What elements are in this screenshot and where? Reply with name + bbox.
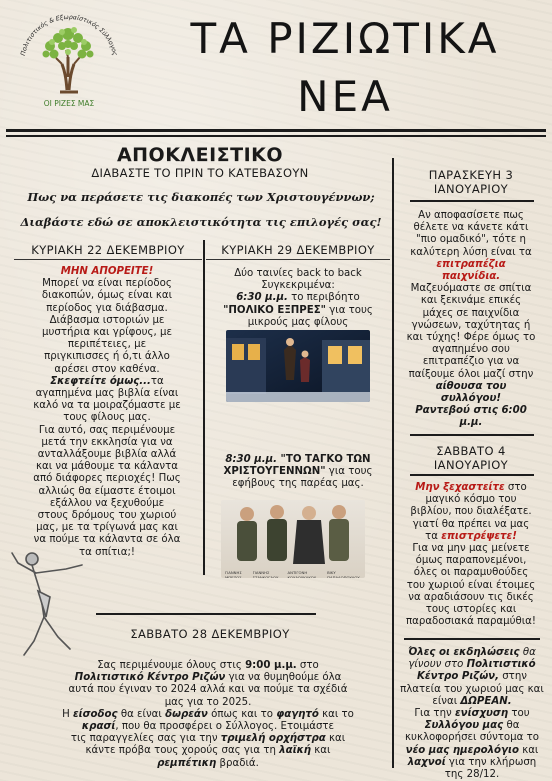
col3-emphasis: ΔΩΡΕΑΝ. [460,695,512,707]
col3a-date-line: ΠΑΡΑΣΚΕΥΗ 3 [428,168,514,182]
col1-line: και να μάθουμε τα κάλαντα [36,461,178,473]
bottom-emphasis: λαϊκή [279,745,312,757]
col3-line [396,696,548,708]
col3-line [396,708,548,720]
tagline-2: Διαβάστε εδώ σε αποκλειστικότητα τις επιλογές σας! [20,215,382,229]
bottom-text: τις παραγγελίες σας για την [70,733,221,745]
col3-emphasis: αίθουσα του [435,380,507,392]
movie1-time: 6:30 μ.μ. [236,292,288,304]
col3c-rule [404,638,540,640]
title-line-2: ΝΕΑ [297,72,393,121]
col3-line: Αν αποφασίσετε πως [418,210,524,221]
col3-line: παίξουμε όλοι μαζί στην [408,368,534,380]
col3-emphasis: λαχνοί [407,756,446,768]
bottom-line: αυτά που έγιναν το 2024 αλλά και να πούμε τα σχέδιά [68,684,348,696]
bottom-line [48,672,368,684]
bottom-line [48,721,368,733]
col2-text: για τους [325,466,373,478]
bottom-emphasis: φαγητό [276,708,319,720]
col3-emphasis: παιχνίδια. [441,271,501,283]
col3-emphasis: Ραντεβού στις 6:00 [415,405,527,417]
bottom-text: Η [62,708,73,720]
col3a-rule [410,200,534,202]
bottom-line [48,758,368,770]
col3-line: μάχες σε παιχνίδια [422,307,520,319]
col3b-article [396,482,546,628]
col3-text: στο [504,482,527,493]
col3-line [396,757,548,769]
cast-name: ΓΙΑΝΝΗΣ ΜΠΕΖΟΣ [225,570,242,578]
col3b-rule-top [410,434,534,436]
bottom-line [48,709,368,721]
col2-line [206,292,390,304]
col3-emphasis: Πολιτιστικό [466,659,536,671]
col1-line: αλλιώς θα είμαστε έτοιμοι [38,485,176,497]
col1-line: τους φίλους μας. [63,412,151,424]
movie2-title: ΧΡΙΣΤΟΥΓΕΝΝΩΝ" [223,466,326,478]
col3-text: και [518,744,539,756]
col1-line: μας, με τα τρίγωνά μας και [36,522,178,534]
col3-line: και ξεκινάμε επικές [420,295,522,307]
col1-line: Διάβασμα ιστοριών με [49,314,165,326]
col1-line: Για αυτό, σας περιμένουμε [38,424,176,436]
col3-line: και τύχης! Φέρε όμως το [406,332,536,344]
col3-text: θα [503,720,520,732]
col3-text: Για την [414,708,455,720]
col1-line: μυστήρια και γρίφους, με [42,327,172,339]
cast-name: ΑΝΤΙΓΟΝΗ ΚΟΥΛΟΥΚΑΚΟΥ [287,570,317,578]
col3b-date-line: ΣΑΒΒΑΤΟ 4 [436,444,506,458]
col1-article [10,266,204,559]
main-subheadline: ΔΙΑΒΑΣΤΕ ΤΟ ΠΡΙΝ ΤΟ ΚΑΤΕΒΑΣΟΥΝ [91,166,309,180]
bottom-emphasis: τριμελή ορχήστρα [220,733,326,745]
bottom-text: για να θυμηθούμε όλα [225,672,342,684]
col3-line [396,745,548,757]
col3-line: τους ιστορίες και [425,604,517,616]
bottom-emphasis: είσοδος [72,708,118,720]
polar-express-image [226,330,370,402]
bottom-rule [96,613,316,615]
bottom-text: στο [296,660,319,671]
col1-text: τα [150,375,164,387]
bottom-line: μας για το 2025. [164,696,252,708]
bottom-emphasis: 9:00 μ.μ. [245,660,297,671]
col3-text: στην [498,671,527,683]
col1-line: αγαπημένα μας βιβλία είναι [35,388,179,400]
movie2-time: 8:30 μ.μ. [225,454,278,465]
bottom-emphasis: δωρεάν [165,708,208,720]
main-headline: ΑΠΟΚΛΕΙΣΤΙΚΟ [116,144,284,166]
col1-line: από διάφορες περιοχές! Πως [33,473,181,485]
col3-line: καλύτερη λύση είναι τα [410,246,532,258]
col3c-article [396,647,548,781]
col1-line: περιπέτειες, με [67,339,147,351]
col3-line: Μαζευόμαστε σε σπίτια [410,283,532,295]
col1-line: στους δρόμους του χωριού [37,510,177,522]
col3-line [396,671,548,683]
col3-line: αγαπημένο σου [432,344,510,356]
tango-image [221,500,365,578]
col2-line: εφήβους της παρέας μας. [232,478,364,490]
newspaper-title [150,10,540,126]
bottom-date: ΣΑΒΒΑΤΟ 28 ΔΕΚΕΜΒΡΙΟΥ [130,627,290,641]
col2-line: Συγκεκριμένα: [261,280,335,292]
tagline-1: Πως να περάσετε τις διακοπές των Χριστουγέννων; [27,190,375,204]
col2-text: το περιβόητο [287,292,360,304]
col3-line: όλες οι παραμυθούδες [413,567,529,579]
col1-line: ανταλλάξουμε βιβλία αλλά [37,449,177,461]
association-logo [10,2,128,114]
col3-line: κυκλοφορήσει σύντομα το [405,732,539,744]
col3-line: γιατί θα πρέπει να μας [412,518,530,530]
col3-line [396,659,548,671]
column-divider-right [392,158,394,768]
col2-intro [206,268,390,329]
col3-line [396,647,548,659]
col3b-date [396,444,546,472]
col3-line: Για να μην μας μείνετε [412,543,530,555]
col1-lead: ΜΗΝ ΑΠΟΡΕΙΤΕ! [60,266,154,277]
col2-movie2 [206,454,390,491]
col3-emphasis: επιστρέψετε! [441,530,517,542]
col3-text: γίνουν στο [408,659,467,671]
col3-line: όμως παραπονεμένοι, [415,555,527,567]
col3-line: γνώσεων, ταχύτητας ή [411,319,531,331]
col1-line: περίοδος για διάβασμα. [46,302,168,314]
col2-rule [206,259,390,260]
col3-emphasis: συλλόγου! [440,393,502,405]
col2-line [206,305,390,317]
movie1-title: "ΠΟΛΙΚΟ ΕΞΠΡΕΣ" [223,304,326,316]
col3a-date-line: ΙΑΝΟΥΑΡΙΟΥ [433,182,509,196]
col1-line: Μπορεί να είναι περίοδος [42,278,172,290]
logo-arc-text: Πολιτιστικός & Εξωραϊστικός Σύλλογος [19,13,119,57]
dancer-illustration [10,545,90,660]
col3-text: είναι [432,695,461,707]
bottom-text: όπως και το [207,708,277,720]
bottom-emphasis: Πολιτιστικό Κέντρο Ριζών [74,672,226,684]
bottom-text: Σας περιμένουμε όλους στις [97,660,246,671]
col1-line: διακοπών, όμως είναι και [41,290,173,302]
col3-emphasis: Κέντρο Ριζών, [417,671,499,683]
col1-date: ΚΥΡΙΑΚΗ 22 ΔΕΚΕΜΒΡΙΟΥ [31,243,185,257]
col3-line [396,482,546,494]
bottom-text: κάντε πρόβα τους χορούς σας για τη [85,745,280,757]
bottom-line [48,745,368,757]
col3-line: πλατεία του χωριού μας και [400,683,544,695]
col3-emphasis: επιτραπέζια [436,258,506,270]
header-rule-bottom [6,135,546,137]
movie2-title: "ΤΟ ΤΑΓΚΟ ΤΩΝ [277,454,371,465]
col1-line: να πούμε τα κάλαντα σε όλα [33,534,181,546]
col3-emphasis: Όλες οι εκδηλώσεις [408,647,520,658]
bottom-text: και το [318,708,354,720]
col3-line: "πιο ομαδικό", τότε η [416,234,526,246]
col1-line: πριγκιπισσες ή ό,τι άλλο [44,351,170,363]
col1-line: τα σπίτια;! [79,546,135,558]
cast-name: ΒΙΚΥ ΠΑΠΑΔΟΠΟΥΛΟΥ [327,570,360,578]
col1-rule [14,259,202,260]
col3-emphasis: Συλλόγου μας [424,720,504,732]
bottom-text: θα είναι [117,708,166,720]
bottom-text: και [311,745,331,757]
col3-line: επιτραπέζιο για να [422,356,520,368]
col1-emphasis: Σκεφτείτε όμως... [50,375,151,387]
col3-line: να αραδιάσουν τις δικές [408,591,534,603]
col3-line: βιβλίου, που διαλέξατε. [410,506,532,518]
logo-bottom-text: ΟΙ ΡΙΖΕΣ ΜΑΣ [43,99,95,108]
col3b-rule [410,474,534,476]
bottom-emphasis: ρεμπέτικη [157,757,217,769]
col2-date: ΚΥΡΙΑΚΗ 29 ΔΕΚΕΜΒΡΙΟΥ [221,243,375,257]
col2-text: για τους [325,304,373,316]
col3-line: του χωριού είναι έτοιμες [406,579,536,591]
bottom-text: , που θα προσφέρει ο Σύλλογος. Ετοιμάστε [115,721,335,733]
tango-figures-icon [221,500,365,566]
col3-text: για την κλήρωση [445,756,537,768]
bottom-text: και [325,733,346,745]
bottom-line [48,660,368,672]
col3-emphasis: ενίσχυση [454,708,509,720]
col3-text: του [508,708,530,720]
col2-line: μικρούς μας φίλους [247,316,349,328]
col2-line: Δύο ταινίες back to back [234,268,362,279]
col3-line [396,720,548,732]
col3-text: τα [425,530,442,542]
col2-line [206,466,390,478]
col3a-date [396,168,546,196]
col1-line: καλό να τα μοιραζόμαστε με [33,400,181,412]
col3a-article [396,210,546,430]
col1-line: εξάλλου να ξεχυθούμε [49,497,165,509]
col3-text: θα [519,647,536,658]
cast-name: ΓΙΑΝΝΗΣ ΣΤΑΝΚΟΓΛΟΥ [252,570,279,578]
col3-emphasis: Μην ξεχαστείτε [415,482,505,493]
col3-line: θέλετε να κάνετε κάτι [413,222,529,234]
col1-line: αρέσει στον καθένα. [54,363,160,375]
col3-line [396,531,546,543]
col1-line [10,376,204,388]
bottom-article [48,660,368,770]
col3-line: παραδοσιακά παραμύθια! [406,616,536,628]
col1-line: μετά την εκκλησία για να [41,436,173,448]
tango-cast-row [221,570,365,578]
col3-emphasis: νέο μας ημερολόγιο [405,744,519,756]
col2-line [206,454,390,466]
bottom-text: βραδιά. [216,757,259,769]
bottom-emphasis: κρασί [81,721,116,733]
col3-line: μαγικό κόσμο του [425,494,517,506]
col3-line: της 28/12. [444,769,500,781]
title-line-1: ΤΑ ΡΙΖΙΩΤΙΚΑ [190,14,500,63]
col3-emphasis: μ.μ. [459,417,483,429]
header-rule-top [6,129,546,132]
bottom-line [48,733,368,745]
col3b-date-line: ΙΑΝΟΥΑΡΙΟΥ [433,458,509,472]
